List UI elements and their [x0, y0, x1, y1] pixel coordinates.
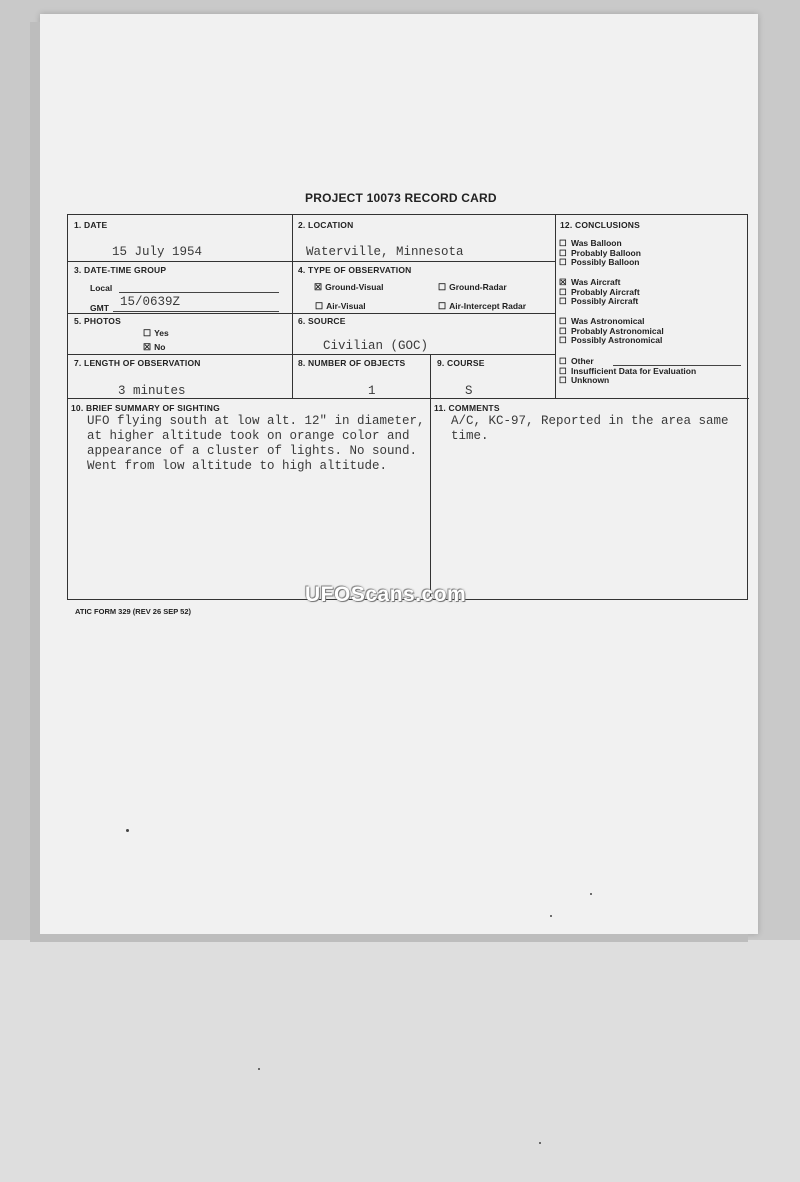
- scan-speck: [126, 829, 129, 832]
- scan-speck: [258, 1068, 260, 1070]
- dtg-label: 3. DATE-TIME GROUP: [74, 265, 167, 275]
- gmt-value: 15/0639Z: [120, 295, 181, 309]
- location-value: Waterville, Minnesota: [306, 245, 464, 259]
- air-visual-option: ☐ Air-Visual: [315, 301, 366, 311]
- source-value: Civilian (GOC): [323, 339, 429, 353]
- conclusions-other-group: ☐ Other ☐ Insufficient Data for Evaluation ☐ Unknown: [559, 356, 697, 385]
- location-label: 2. LOCATION: [298, 220, 354, 230]
- summary-value: UFO flying south at low alt. 12" in diameter, at higher altitude took on orange color and appearance of a cluster of lights. No sound. Went from low altitude to high altitude.: [87, 414, 425, 473]
- course-label: 9. COURSE: [437, 358, 485, 368]
- photos-label: 5. PHOTOS: [74, 316, 121, 326]
- conclusions-astronomical-group: ☐ Was Astronomical ☐ Probably Astronomical ☐ Possibly Astronomical: [559, 316, 664, 345]
- date-label: 1. DATE: [74, 220, 108, 230]
- ground-radar-option: ☐ Ground-Radar: [438, 282, 507, 292]
- comments-label: 11. COMMENTS: [434, 403, 500, 413]
- comments-value: A/C, KC-97, Reported in the area same time.: [451, 414, 729, 443]
- length-value: 3 minutes: [118, 384, 186, 398]
- air-intercept-option: ☐ Air-Intercept Radar: [438, 301, 527, 311]
- source-label: 6. SOURCE: [298, 316, 346, 326]
- photos-no-checkbox: ☒: [143, 342, 152, 352]
- course-value: S: [465, 384, 473, 398]
- conclusions-balloon-group: ☐ Was Balloon ☐ Probably Balloon ☐ Possibly Balloon: [559, 238, 641, 267]
- air-intercept-checkbox: ☐: [438, 301, 447, 311]
- objects-label: 8. NUMBER OF OBJECTS: [298, 358, 406, 368]
- air-visual-checkbox: ☐: [315, 301, 324, 311]
- objects-value: 1: [368, 384, 376, 398]
- scan-speck: [539, 1142, 541, 1144]
- photos-yes-option: ☐ Yes: [143, 328, 169, 338]
- conclusions-aircraft-group: ☒ Was Aircraft ☐ Probably Aircraft ☐ Possibly Aircraft: [559, 277, 640, 306]
- record-card: [67, 214, 748, 600]
- ground-radar-checkbox: ☐: [438, 282, 447, 292]
- watermark: UFOScans.com: [305, 583, 467, 606]
- scan-speck: [550, 915, 552, 917]
- local-label: Local: [90, 283, 113, 293]
- photos-yes-checkbox: ☐: [143, 328, 152, 338]
- ground-visual-checkbox: ☒: [314, 282, 323, 292]
- ground-visual-option: ☒ Ground-Visual: [314, 282, 384, 292]
- conclusions-label: 12. CONCLUSIONS: [560, 220, 640, 230]
- background-lower: [0, 940, 800, 1182]
- photos-no-option: ☒ No: [143, 342, 166, 352]
- card-title: PROJECT 10073 RECORD CARD: [305, 191, 497, 205]
- date-value: 15 July 1954: [112, 245, 203, 259]
- was-aircraft-checkbox: ☒: [559, 277, 567, 287]
- summary-label: 10. BRIEF SUMMARY OF SIGHTING: [71, 403, 220, 413]
- scan-speck: [590, 893, 592, 895]
- length-label: 7. LENGTH OF OBSERVATION: [74, 358, 201, 368]
- gmt-label: GMT: [90, 303, 109, 313]
- type-label: 4. TYPE OF OBSERVATION: [298, 265, 412, 275]
- form-id: ATIC FORM 329 (REV 26 SEP 52): [75, 607, 192, 616]
